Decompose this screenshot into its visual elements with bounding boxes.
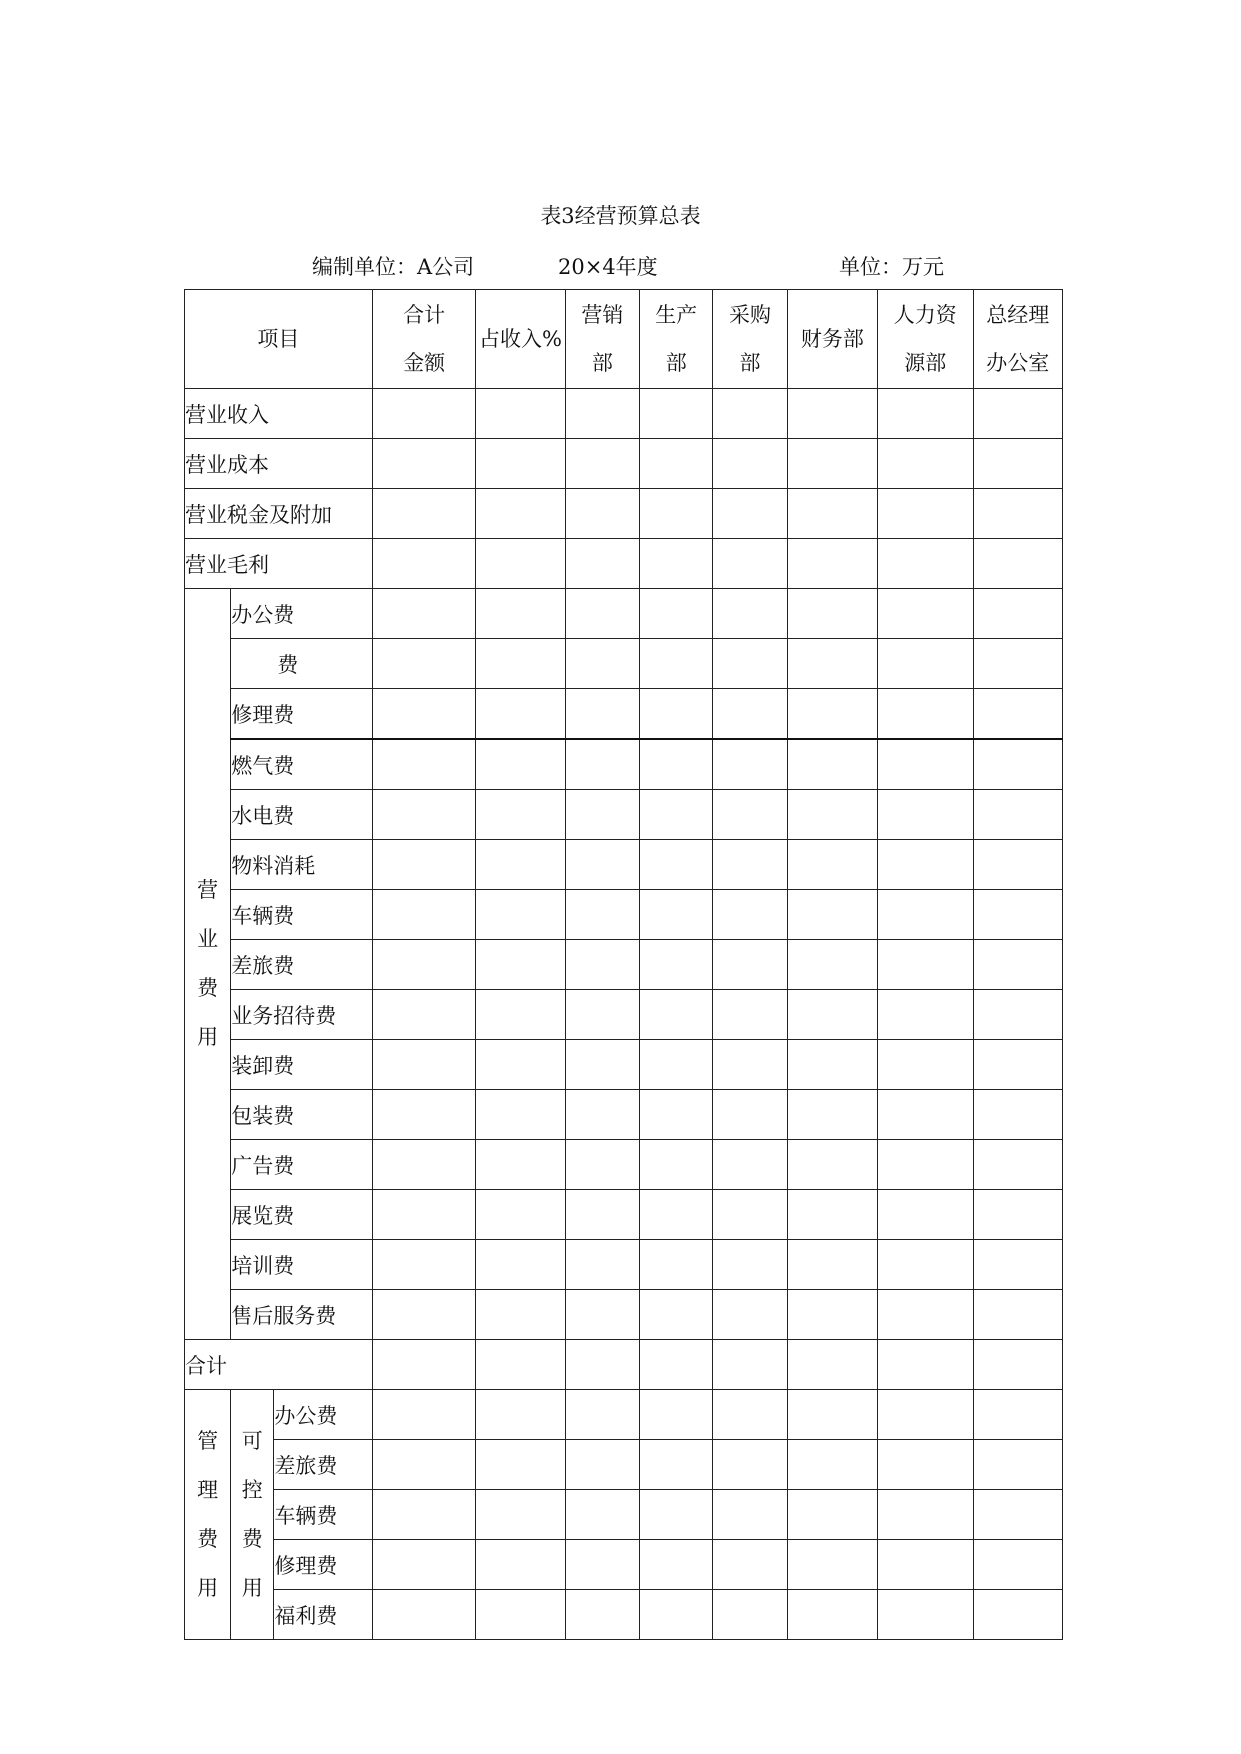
- row-label: 修理费: [231, 689, 373, 740]
- value-cell[interactable]: [476, 1290, 565, 1340]
- value-cell[interactable]: [878, 1290, 973, 1340]
- value-cell[interactable]: [640, 639, 713, 689]
- table-row: [185, 1340, 1063, 1390]
- value-cell[interactable]: [713, 1540, 787, 1590]
- value-cell[interactable]: [713, 439, 787, 489]
- table-row: [185, 790, 1063, 840]
- table-row: [185, 589, 1063, 639]
- value-cell[interactable]: [787, 1590, 877, 1640]
- value-cell[interactable]: [565, 990, 639, 1040]
- value-cell[interactable]: [713, 589, 787, 639]
- value-cell[interactable]: [787, 689, 877, 740]
- value-cell[interactable]: [713, 1440, 787, 1490]
- value-cell[interactable]: [372, 940, 475, 990]
- value-cell[interactable]: [973, 1090, 1062, 1140]
- value-cell[interactable]: [713, 1190, 787, 1240]
- value-cell[interactable]: [640, 689, 713, 740]
- value-cell[interactable]: [372, 1540, 475, 1590]
- header-item: 项目: [185, 290, 373, 389]
- value-cell[interactable]: [713, 1240, 787, 1290]
- table-row: [185, 1490, 1063, 1540]
- value-cell[interactable]: [640, 890, 713, 940]
- value-cell[interactable]: [372, 1140, 475, 1190]
- value-cell[interactable]: [713, 389, 787, 439]
- value-cell[interactable]: [787, 1140, 877, 1190]
- value-cell[interactable]: [973, 1240, 1062, 1290]
- value-cell[interactable]: [476, 1140, 565, 1190]
- value-cell[interactable]: [878, 1340, 973, 1390]
- value-cell[interactable]: [372, 439, 475, 489]
- value-cell[interactable]: [973, 739, 1062, 790]
- value-cell[interactable]: [372, 790, 475, 840]
- value-cell[interactable]: [713, 489, 787, 539]
- value-cell[interactable]: [787, 639, 877, 689]
- value-cell[interactable]: [973, 790, 1062, 840]
- header-marketing: 营销 部: [565, 290, 639, 389]
- value-cell[interactable]: [787, 1240, 877, 1290]
- value-cell[interactable]: [878, 1390, 973, 1440]
- value-cell[interactable]: [787, 1540, 877, 1590]
- header-purchasing: 采购 部: [713, 290, 787, 389]
- value-cell[interactable]: [372, 990, 475, 1040]
- value-cell[interactable]: [640, 940, 713, 990]
- value-cell[interactable]: [372, 1290, 475, 1340]
- row-label: 营业税金及附加: [185, 489, 373, 539]
- table-row: [185, 1040, 1063, 1090]
- value-cell[interactable]: [372, 689, 475, 740]
- value-cell[interactable]: [878, 990, 973, 1040]
- compiling-unit: 编制单位：A公司: [312, 255, 475, 279]
- value-cell[interactable]: [565, 1390, 639, 1440]
- value-cell[interactable]: [372, 589, 475, 639]
- value-cell[interactable]: [878, 1490, 973, 1540]
- sales-expense-group-label: 营 业 费 用: [185, 589, 231, 1340]
- value-cell[interactable]: [565, 1540, 639, 1590]
- value-cell[interactable]: [787, 940, 877, 990]
- value-cell[interactable]: [787, 1290, 877, 1340]
- value-cell[interactable]: [713, 990, 787, 1040]
- value-cell[interactable]: [787, 389, 877, 439]
- value-cell[interactable]: [878, 589, 973, 639]
- value-cell[interactable]: [476, 489, 565, 539]
- table-row: [185, 1590, 1063, 1640]
- value-cell[interactable]: [565, 539, 639, 589]
- value-cell[interactable]: [878, 389, 973, 439]
- value-cell[interactable]: [372, 1340, 475, 1390]
- admin-expense-group-label: 管 理 费 用: [185, 1390, 231, 1640]
- value-cell[interactable]: [565, 940, 639, 990]
- row-label: 培训费: [231, 1240, 373, 1290]
- value-cell[interactable]: [787, 890, 877, 940]
- controllable-expense-label: 可 控 费 用: [231, 1390, 274, 1640]
- value-cell[interactable]: [878, 790, 973, 840]
- value-cell[interactable]: [640, 1240, 713, 1290]
- value-cell[interactable]: [713, 1290, 787, 1340]
- value-cell[interactable]: [640, 1490, 713, 1540]
- value-cell[interactable]: [476, 1040, 565, 1090]
- table-row: [185, 1390, 1063, 1440]
- value-cell[interactable]: [565, 1590, 639, 1640]
- value-cell[interactable]: [372, 1440, 475, 1490]
- value-cell[interactable]: [787, 1390, 877, 1440]
- value-cell[interactable]: [713, 1340, 787, 1390]
- value-cell[interactable]: [787, 1340, 877, 1390]
- value-cell[interactable]: [973, 940, 1062, 990]
- row-label: 差旅费: [274, 1440, 372, 1490]
- row-label: 营业收入: [185, 389, 373, 439]
- table-row: [185, 1440, 1063, 1490]
- value-cell[interactable]: [878, 1040, 973, 1090]
- header-production: 生产 部: [640, 290, 713, 389]
- row-label: 营业毛利: [185, 539, 373, 589]
- value-cell[interactable]: [973, 890, 1062, 940]
- value-cell[interactable]: [787, 1440, 877, 1490]
- value-cell[interactable]: [878, 1190, 973, 1240]
- currency-unit: 单位：万元: [839, 255, 944, 279]
- value-cell[interactable]: [476, 1340, 565, 1390]
- value-cell[interactable]: [878, 890, 973, 940]
- value-cell[interactable]: [565, 489, 639, 539]
- value-cell[interactable]: [372, 539, 475, 589]
- value-cell[interactable]: [713, 1040, 787, 1090]
- table-row: [185, 1140, 1063, 1190]
- value-cell[interactable]: [565, 739, 639, 790]
- value-cell[interactable]: [476, 1240, 565, 1290]
- value-cell[interactable]: [476, 1190, 565, 1240]
- row-label: 业务招待费: [231, 990, 373, 1040]
- header-hr: 人力资 源部: [878, 290, 973, 389]
- value-cell[interactable]: [372, 489, 475, 539]
- value-cell[interactable]: [787, 1490, 877, 1540]
- value-cell[interactable]: [640, 1140, 713, 1190]
- value-cell[interactable]: [640, 1440, 713, 1490]
- value-cell[interactable]: [476, 940, 565, 990]
- value-cell[interactable]: [973, 1040, 1062, 1090]
- value-cell[interactable]: [713, 739, 787, 790]
- table-row: [185, 639, 1063, 689]
- value-cell[interactable]: [878, 1140, 973, 1190]
- value-cell[interactable]: [973, 1290, 1062, 1340]
- value-cell[interactable]: [878, 1090, 973, 1140]
- table-row: [185, 1540, 1063, 1590]
- value-cell[interactable]: [565, 1340, 639, 1390]
- value-cell[interactable]: [713, 790, 787, 840]
- row-label: 办公费: [231, 589, 373, 639]
- value-cell[interactable]: [973, 1540, 1062, 1590]
- value-cell[interactable]: [973, 990, 1062, 1040]
- value-cell[interactable]: [565, 689, 639, 740]
- value-cell[interactable]: [565, 1240, 639, 1290]
- value-cell[interactable]: [476, 1540, 565, 1590]
- value-cell[interactable]: [640, 1040, 713, 1090]
- value-cell[interactable]: [372, 1490, 475, 1540]
- value-cell[interactable]: [476, 739, 565, 790]
- value-cell[interactable]: [713, 1140, 787, 1190]
- value-cell[interactable]: [640, 1090, 713, 1140]
- table-row: [185, 1290, 1063, 1340]
- value-cell[interactable]: [476, 439, 565, 489]
- value-cell[interactable]: [476, 639, 565, 689]
- header-total-amount: 合计 金额: [372, 290, 475, 389]
- value-cell[interactable]: [372, 1240, 475, 1290]
- value-cell[interactable]: [372, 739, 475, 790]
- value-cell[interactable]: [640, 739, 713, 790]
- value-cell[interactable]: [787, 790, 877, 840]
- row-label: 广告费: [231, 1140, 373, 1190]
- value-cell[interactable]: [372, 1190, 475, 1240]
- value-cell[interactable]: [372, 1090, 475, 1140]
- row-label: 车辆费: [274, 1490, 372, 1540]
- value-cell[interactable]: [565, 1490, 639, 1540]
- value-cell[interactable]: [476, 1590, 565, 1640]
- value-cell[interactable]: [565, 840, 639, 890]
- value-cell[interactable]: [713, 840, 787, 890]
- row-label: 展览费: [231, 1190, 373, 1240]
- value-cell[interactable]: [878, 639, 973, 689]
- value-cell[interactable]: [640, 539, 713, 589]
- table-row: [185, 389, 1063, 439]
- value-cell[interactable]: [787, 589, 877, 639]
- value-cell[interactable]: [640, 1590, 713, 1640]
- value-cell[interactable]: [787, 990, 877, 1040]
- value-cell[interactable]: [787, 840, 877, 890]
- value-cell[interactable]: [878, 940, 973, 990]
- value-cell[interactable]: [973, 389, 1062, 439]
- value-cell[interactable]: [565, 790, 639, 840]
- value-cell[interactable]: [372, 890, 475, 940]
- value-cell[interactable]: [640, 389, 713, 439]
- value-cell[interactable]: [878, 489, 973, 539]
- value-cell[interactable]: [713, 1090, 787, 1140]
- value-cell[interactable]: [640, 840, 713, 890]
- value-cell[interactable]: [476, 790, 565, 840]
- budget-table: [184, 289, 1063, 1640]
- value-cell[interactable]: [973, 1140, 1062, 1190]
- value-cell[interactable]: [372, 1590, 475, 1640]
- header-finance: 财务部: [787, 290, 877, 389]
- value-cell[interactable]: [640, 439, 713, 489]
- row-label: 燃气费: [231, 739, 373, 790]
- table-row: [185, 840, 1063, 890]
- value-cell[interactable]: [372, 389, 475, 439]
- value-cell[interactable]: [973, 1490, 1062, 1540]
- value-cell[interactable]: [640, 589, 713, 639]
- value-cell[interactable]: [878, 1540, 973, 1590]
- value-cell[interactable]: [787, 439, 877, 489]
- value-cell[interactable]: [713, 539, 787, 589]
- value-cell[interactable]: [973, 1440, 1062, 1490]
- table-row: [185, 539, 1063, 589]
- row-label: 合计: [185, 1340, 373, 1390]
- table-row: [185, 489, 1063, 539]
- value-cell[interactable]: [787, 489, 877, 539]
- value-cell[interactable]: [372, 1390, 475, 1440]
- row-label: 车辆费: [231, 890, 373, 940]
- row-label: 差旅费: [231, 940, 373, 990]
- value-cell[interactable]: [640, 489, 713, 539]
- value-cell[interactable]: [565, 1140, 639, 1190]
- value-cell[interactable]: [476, 1440, 565, 1490]
- table-row: [185, 439, 1063, 489]
- value-cell[interactable]: [565, 439, 639, 489]
- row-label: 营业成本: [185, 439, 373, 489]
- value-cell[interactable]: [565, 1040, 639, 1090]
- row-label: 物料消耗: [231, 840, 373, 890]
- value-cell[interactable]: [787, 1040, 877, 1090]
- value-cell[interactable]: [640, 790, 713, 840]
- value-cell[interactable]: [878, 1440, 973, 1490]
- row-label: 福利费: [274, 1590, 372, 1640]
- value-cell[interactable]: [565, 639, 639, 689]
- fiscal-year: 20×4年度: [558, 255, 658, 279]
- value-cell[interactable]: [878, 1590, 973, 1640]
- value-cell[interactable]: [973, 539, 1062, 589]
- row-label: 水电费: [231, 790, 373, 840]
- value-cell[interactable]: [372, 840, 475, 890]
- header-revenue-pct: 占收入%: [476, 290, 565, 389]
- value-cell[interactable]: [713, 1490, 787, 1540]
- row-label: 费: [231, 639, 373, 689]
- table-row: [185, 890, 1063, 940]
- value-cell[interactable]: [713, 890, 787, 940]
- value-cell[interactable]: [713, 639, 787, 689]
- value-cell[interactable]: [973, 1590, 1062, 1640]
- table-row: [185, 990, 1063, 1040]
- value-cell[interactable]: [878, 439, 973, 489]
- row-label: 包装费: [231, 1090, 373, 1140]
- value-cell[interactable]: [565, 1190, 639, 1240]
- value-cell[interactable]: [713, 940, 787, 990]
- value-cell[interactable]: [565, 389, 639, 439]
- value-cell[interactable]: [640, 1290, 713, 1340]
- value-cell[interactable]: [713, 689, 787, 740]
- value-cell[interactable]: [476, 1390, 565, 1440]
- table-row: [185, 689, 1063, 740]
- row-label: 办公费: [274, 1390, 372, 1440]
- value-cell[interactable]: [713, 1390, 787, 1440]
- value-cell[interactable]: [640, 1540, 713, 1590]
- value-cell[interactable]: [476, 689, 565, 740]
- value-cell[interactable]: [476, 539, 565, 589]
- value-cell[interactable]: [476, 589, 565, 639]
- value-cell[interactable]: [372, 639, 475, 689]
- value-cell[interactable]: [787, 1190, 877, 1240]
- value-cell[interactable]: [878, 689, 973, 740]
- value-cell[interactable]: [973, 689, 1062, 740]
- value-cell[interactable]: [878, 1240, 973, 1290]
- header-gm-office: 总经理 办公室: [973, 290, 1062, 389]
- table-row: [185, 940, 1063, 990]
- value-cell[interactable]: [476, 890, 565, 940]
- value-cell[interactable]: [787, 739, 877, 790]
- value-cell[interactable]: [640, 1190, 713, 1240]
- value-cell[interactable]: [973, 1390, 1062, 1440]
- value-cell[interactable]: [878, 739, 973, 790]
- row-label: 售后服务费: [231, 1290, 373, 1340]
- value-cell[interactable]: [973, 489, 1062, 539]
- table-row: [185, 1240, 1063, 1290]
- value-cell[interactable]: [973, 1340, 1062, 1390]
- value-cell[interactable]: [973, 840, 1062, 890]
- value-cell[interactable]: [640, 990, 713, 1040]
- value-cell[interactable]: [476, 1490, 565, 1540]
- value-cell[interactable]: [372, 1040, 475, 1090]
- value-cell[interactable]: [713, 1590, 787, 1640]
- value-cell[interactable]: [973, 439, 1062, 489]
- value-cell[interactable]: [565, 1440, 639, 1490]
- value-cell[interactable]: [878, 539, 973, 589]
- row-label: 装卸费: [231, 1040, 373, 1090]
- row-label: 修理费: [274, 1540, 372, 1590]
- table-row: [185, 1190, 1063, 1240]
- table-row: [185, 739, 1063, 790]
- table-title: 表3经营预算总表: [540, 204, 701, 228]
- value-cell[interactable]: [640, 1390, 713, 1440]
- value-cell[interactable]: [476, 1090, 565, 1140]
- value-cell[interactable]: [565, 1090, 639, 1140]
- value-cell[interactable]: [565, 589, 639, 639]
- value-cell[interactable]: [476, 840, 565, 890]
- value-cell[interactable]: [973, 639, 1062, 689]
- table-row: [185, 1090, 1063, 1140]
- value-cell[interactable]: [565, 1290, 639, 1340]
- value-cell[interactable]: [476, 990, 565, 1040]
- value-cell[interactable]: [640, 1340, 713, 1390]
- value-cell[interactable]: [973, 589, 1062, 639]
- value-cell[interactable]: [565, 890, 639, 940]
- value-cell[interactable]: [878, 840, 973, 890]
- value-cell[interactable]: [476, 389, 565, 439]
- value-cell[interactable]: [787, 539, 877, 589]
- value-cell[interactable]: [787, 1090, 877, 1140]
- value-cell[interactable]: [973, 1190, 1062, 1240]
- header-row: [185, 290, 1063, 389]
